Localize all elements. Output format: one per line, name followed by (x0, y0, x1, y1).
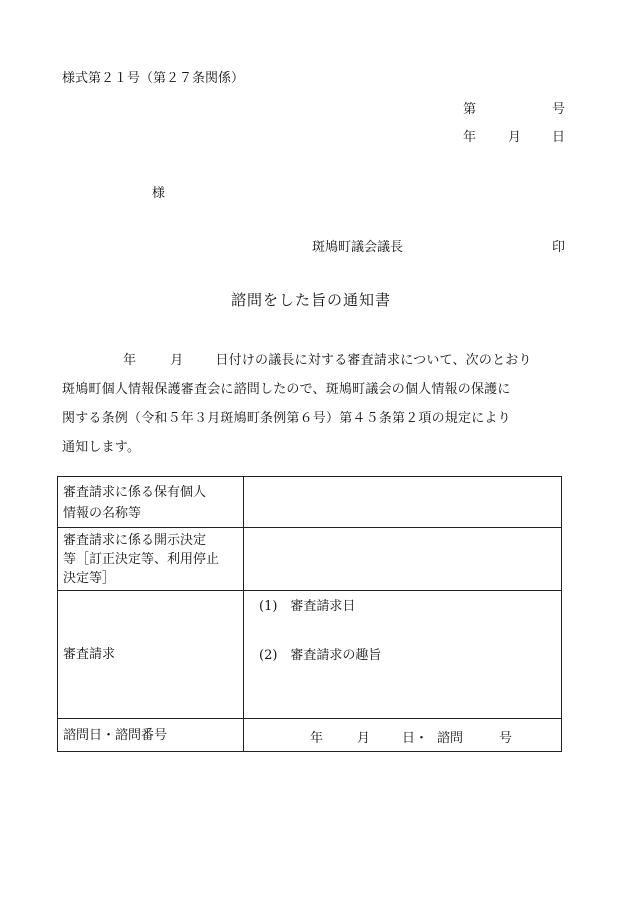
row2-value-field[interactable] (244, 528, 562, 591)
body-line-2: 斑鳩町個人情報保護審査会に諮問したので、斑鳩町議会の個人情報の保護に (62, 382, 511, 397)
date-year: 年 (463, 130, 477, 145)
row3-value-field[interactable] (244, 591, 562, 719)
sender-name: 斑鳩町議会議長 (312, 240, 404, 255)
row2-label-line: 等［訂正決定等、利用停止 (63, 552, 220, 567)
row4-month: 月 (357, 731, 371, 746)
document-title: 諮問をした旨の通知書 (231, 291, 392, 309)
row2-label (58, 528, 244, 591)
body-month: 月 (170, 353, 184, 368)
row4-label-text: 諮問日・諮問番号 (63, 727, 168, 743)
request-info-table (57, 476, 562, 752)
row1-label-line: 情報の名称等 (63, 506, 142, 521)
row1-label (58, 477, 244, 528)
row1-value-field[interactable] (244, 477, 562, 528)
body-line-4: 通知します。 (62, 440, 141, 455)
body-line-3: 関する条例（令和５年３月斑鳩町条例第６号）第４５条第２項の規定により (62, 411, 511, 426)
row2-label-line: 審査請求に係る開示決定 (63, 533, 207, 548)
row4-go: 号 (499, 731, 513, 746)
seal-mark: 印 (552, 240, 566, 255)
table-row (58, 719, 562, 752)
document-number-dai: 第 (463, 102, 477, 117)
table-row (58, 477, 562, 528)
addressee-suffix: 様 (152, 186, 166, 201)
row4-label (58, 719, 244, 752)
row3-item-request-date: (1) 審査請求日 (259, 599, 356, 614)
document-number-go: 号 (552, 102, 566, 117)
row3-item-request-purpose: (2) 審査請求の趣旨 (259, 648, 382, 663)
form-number: 様式第２１号（第２７条関係） (62, 71, 245, 86)
row3-label (58, 591, 244, 719)
date-day: 日 (552, 130, 566, 145)
row3-label-text: 審査請求 (63, 647, 116, 662)
row2-label-line: 決定等］ (63, 571, 116, 586)
body-paragraph (62, 346, 582, 462)
row4-value-field[interactable] (244, 719, 562, 752)
body-line-1 (62, 346, 582, 375)
body-line-1-rest: 日付けの議長に対する審査請求について、次のとおり (215, 353, 532, 368)
date-month: 月 (508, 130, 522, 145)
row4-day: 日・ (402, 731, 429, 746)
row4-year: 年 (310, 731, 324, 746)
body-year: 年 (123, 353, 137, 368)
row4-consult: 諮問 (437, 731, 464, 746)
table-row (58, 591, 562, 719)
row1-label-line: 審査請求に係る保有個人 (63, 485, 207, 500)
table-row (58, 528, 562, 591)
